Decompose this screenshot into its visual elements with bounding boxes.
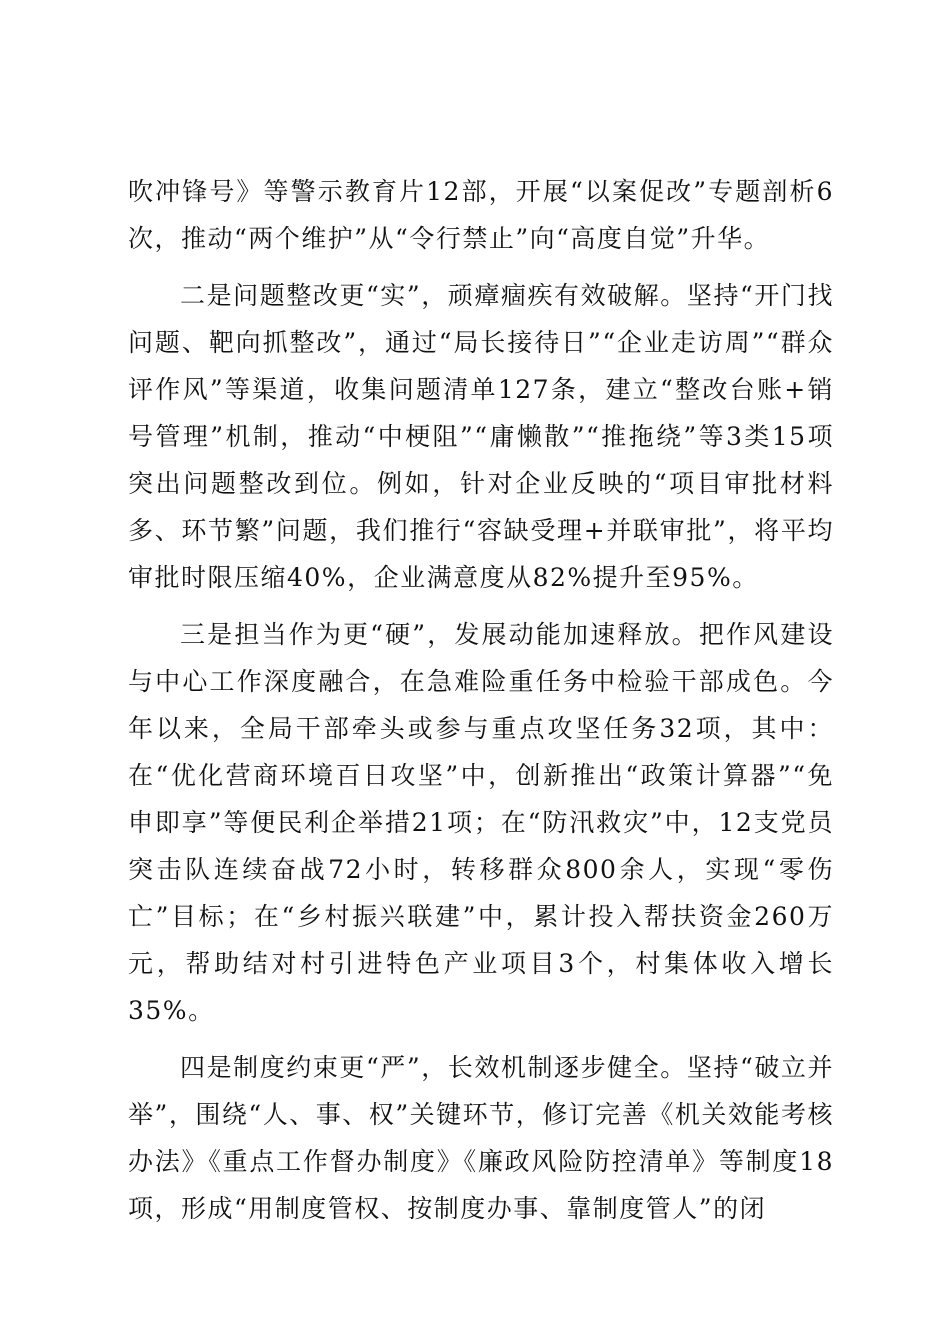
paragraph-1: 吹冲锋号》等警示教育片12部，开展“以案促改”专题剖析6次，推动“两个维护”从“令行禁止”向“高度自觉”升华。 [128, 177, 834, 253]
paragraph-3: 三是担当作为更“硬”，发展动能加速释放。把作风建设与中心工作深度融合，在急难险重任务中检验干部成色。今年以来，全局干部牵头或参与重点攻坚任务32项，其中：在“优化营商环境百日攻坚”中，创新推出“政策计算器”“免申即享”等便民利企举措21项；在“防汛救灾”中，12支党员突击队连续奋战72小时，转移群众800余人，实现“零伤亡”目标；在“乡村振兴联建”中，累计投入帮扶资金260万元，帮助结对村引进特色产业项目3个，村集体收入增长35%。 [128, 620, 834, 1025]
document-body [128, 168, 834, 1232]
paragraph-4: 四是制度约束更“严”，长效机制逐步健全。坚持“破立并举”，围绕“人、事、权”关键环节，修订完善《机关效能考核办法》《重点工作督办制度》《廉政风险防控清单》等制度18项，形成“用制度管权、按制度办事、靠制度管人”的闭 [128, 1053, 834, 1223]
paragraph-2: 二是问题整改更“实”，顽瘴痼疾有效破解。坚持“开门找问题、靶向抓整改”，通过“局长接待日”“企业走访周”“群众评作风”等渠道，收集问题清单127条，建立“整改台账+销号管理”机制，推动“中梗阻”“庸懒散”“推拖绕”等3类15项突出问题整改到位。例如，针对企业反映的“项目审批材料多、环节繁”问题，我们推行“容缺受理+并联审批”，将平均审批时限压缩40%，企业满意度从82%提升至95%。 [128, 281, 834, 592]
